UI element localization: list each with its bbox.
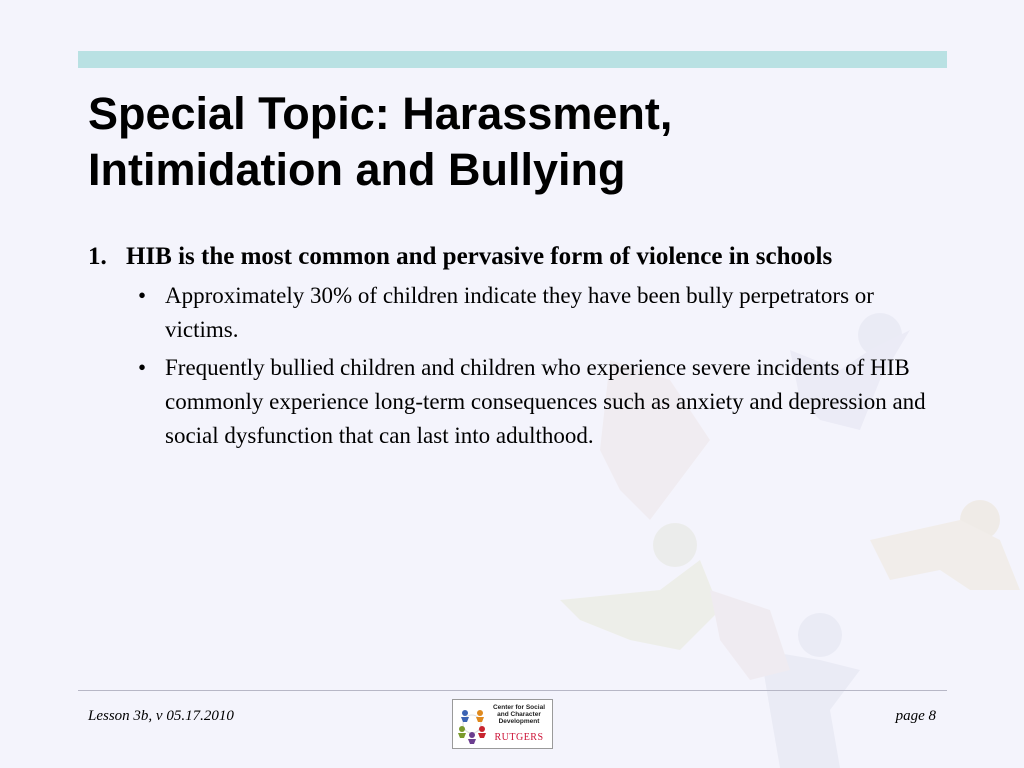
top-accent-bar <box>78 51 947 68</box>
slide-title-line-1: Special Topic: Harassment, <box>88 88 673 139</box>
lesson-version: Lesson 3b, v 05.17.2010 <box>88 708 234 724</box>
logo-line-2: and Character <box>497 711 541 718</box>
bullet-icon: • <box>138 355 147 380</box>
sub-bullet-list <box>88 279 938 453</box>
logo-line-3: Development <box>498 718 540 725</box>
cscd-rutgers-logo <box>452 699 553 749</box>
bullet-icon: • <box>138 283 147 308</box>
slide-content <box>88 238 938 457</box>
sub-bullet-item <box>88 279 938 347</box>
slide-title <box>88 86 948 198</box>
logo-institution: RUTGERS <box>494 732 544 743</box>
logo-line-1: Center for Social <box>492 704 545 711</box>
point-text: HIB is the most common and pervasive form of violence in schools <box>126 243 833 270</box>
point-number: 1. <box>88 243 107 270</box>
slide-title-line-2: Intimidation and Bullying <box>88 144 626 195</box>
page-number: page 8 <box>895 708 936 724</box>
footer-divider <box>78 690 947 691</box>
sub-bullet-item <box>88 351 938 453</box>
numbered-point <box>88 238 938 276</box>
logo-org-name <box>487 704 551 725</box>
sub-bullet-text: Frequently bullied children and children who experience severe incidents of HIB commonly experience long-term consequences such as anxiety and depression and social dysfunction that can last into adulthood. <box>165 355 926 448</box>
sub-bullet-text: Approximately 30% of children indicate they have been bully perpetrators or victims. <box>165 283 874 342</box>
figures-logo-icon <box>456 704 488 744</box>
